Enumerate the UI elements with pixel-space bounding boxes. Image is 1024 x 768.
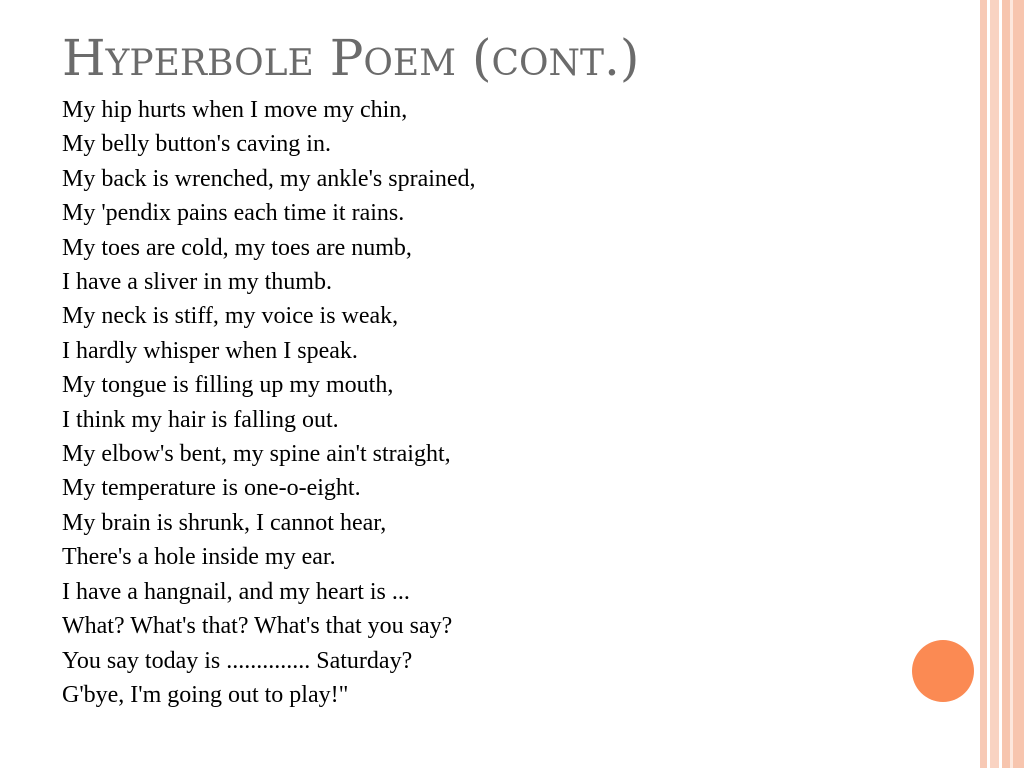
poem-line: My temperature is one-o-eight.: [62, 475, 361, 502]
title-cap-p: P: [329, 29, 364, 87]
poem-line: My tongue is filling up my mouth,: [62, 372, 394, 399]
poem-line: What? What's that? What's that you say?: [62, 613, 453, 640]
decorative-stripe-highlight: [1010, 0, 1013, 768]
poem-line: I hardly whisper when I speak.: [62, 337, 358, 364]
poem-line: There's a hole inside my ear.: [62, 544, 336, 571]
poem-body: [62, 93, 476, 712]
poem-line: G'bye, I'm going out to play!": [62, 681, 349, 708]
poem-line: My elbow's bent, my spine ain't straight,: [62, 441, 451, 468]
poem-line: I have a hangnail, and my heart is ...: [62, 578, 410, 605]
title-rest-hyperbole: YPERBOLE: [105, 43, 314, 84]
poem-line: I have a sliver in my thumb.: [62, 269, 332, 296]
decorative-circle: [912, 640, 974, 702]
poem-line: My brain is shrunk, I cannot hear,: [62, 509, 387, 536]
title-close-paren: .): [604, 29, 640, 87]
title-rest-poem: OEM: [363, 43, 457, 84]
poem-line: You say today is .............. Saturday?: [62, 647, 413, 674]
poem-line: My toes are cold, my toes are numb,: [62, 234, 412, 261]
poem-line: My neck is stiff, my voice is weak,: [62, 303, 399, 330]
title-open-paren: (: [471, 29, 492, 87]
decorative-stripe: [1002, 0, 1024, 768]
poem-line: My back is wrenched, my ankle's sprained,: [62, 165, 476, 192]
poem-line: My 'pendix pains each time it rains.: [62, 200, 405, 227]
decorative-stripe: [990, 0, 999, 768]
poem-line: My hip hurts when I move my chin,: [62, 97, 408, 123]
title-rest-cont: CONT: [491, 43, 605, 84]
slide-title: [62, 26, 639, 96]
poem-line: I think my hair is falling out.: [62, 406, 339, 433]
decorative-stripe: [980, 0, 987, 768]
poem-line: My belly button's caving in.: [62, 131, 331, 158]
title-cap-h: H: [62, 29, 106, 87]
